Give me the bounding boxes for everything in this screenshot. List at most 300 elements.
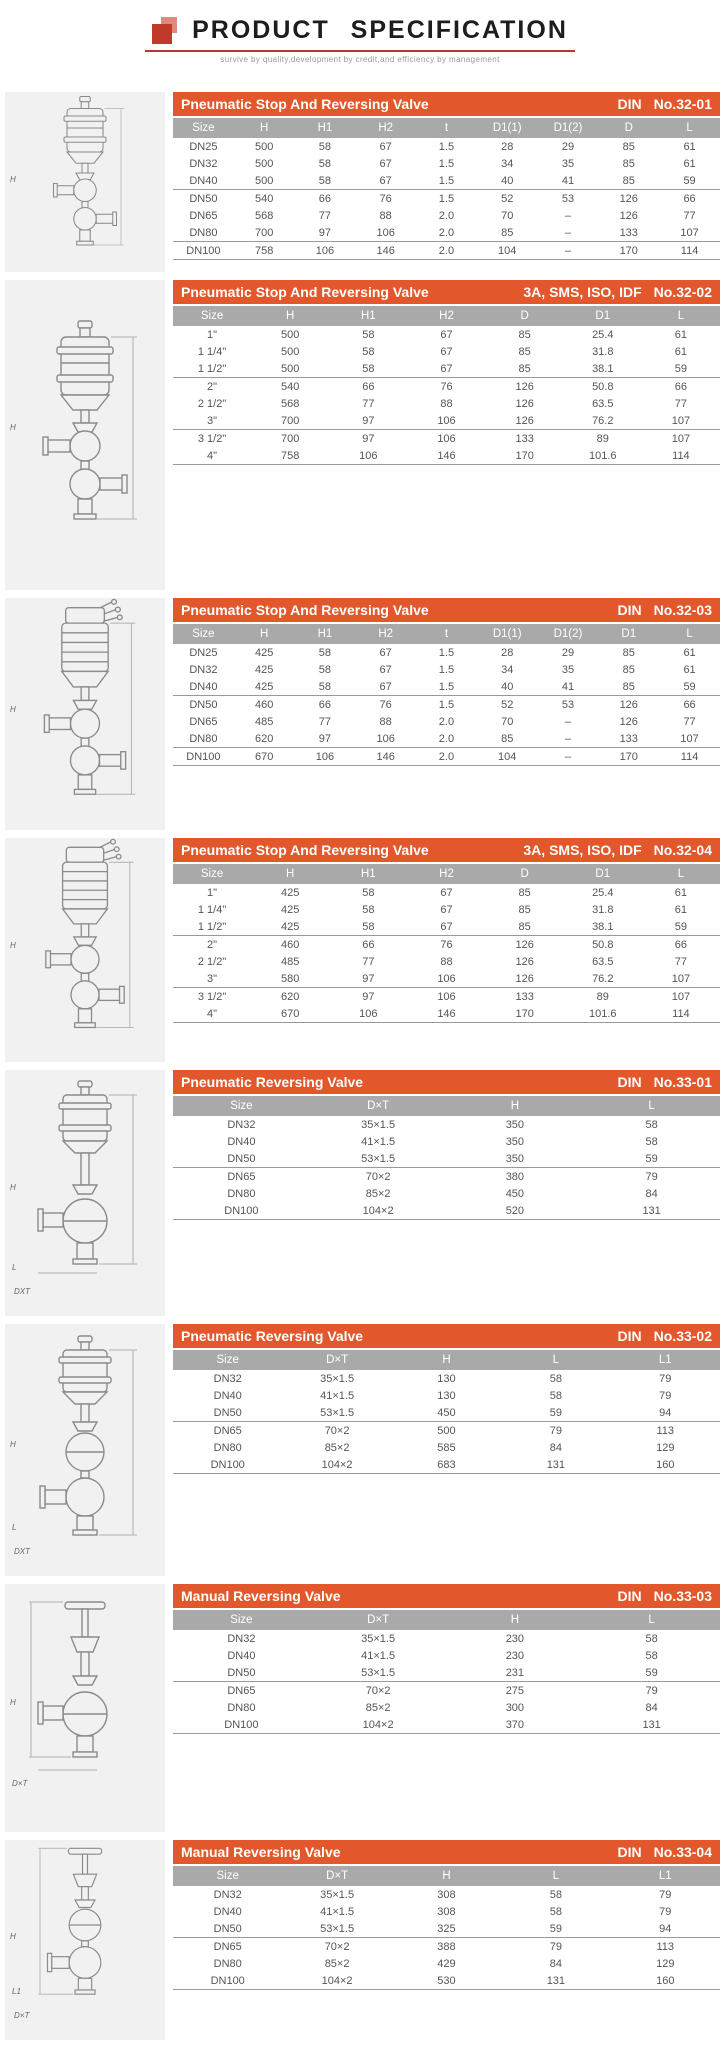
value-cell: 107 bbox=[642, 970, 720, 988]
table-row bbox=[173, 207, 720, 224]
size-cell: DN40 bbox=[227, 1135, 256, 1148]
value-cell: 126 bbox=[515, 397, 534, 410]
value-cell: 79 bbox=[645, 1684, 658, 1697]
spec-table bbox=[173, 118, 720, 260]
table-row bbox=[173, 661, 720, 678]
table-title: Pneumatic Reversing Valve bbox=[181, 1073, 364, 1090]
value-cell: 160 bbox=[611, 1972, 720, 1990]
size-cell: DN80 bbox=[173, 224, 234, 242]
dimension-label: L1 bbox=[12, 1987, 21, 1996]
standard-code: No.32-04 bbox=[653, 841, 712, 858]
table-row bbox=[173, 678, 720, 696]
column-header: H bbox=[251, 306, 329, 326]
size-cell: DN32 bbox=[213, 1372, 242, 1385]
table-title: Pneumatic Stop And Reversing Valve bbox=[181, 841, 429, 858]
dimension-label: H bbox=[10, 174, 16, 184]
value-cell: 58 bbox=[362, 886, 375, 899]
value-cell: 114 bbox=[642, 447, 720, 465]
size-cell: DN50 bbox=[173, 1664, 310, 1682]
size-cell: DN40 bbox=[173, 172, 234, 190]
value-cell: 85 bbox=[518, 886, 531, 899]
column-header: Size bbox=[173, 306, 251, 326]
value-cell: 85 bbox=[518, 328, 531, 341]
column-header: H1 bbox=[329, 306, 407, 326]
table-row bbox=[173, 1387, 720, 1404]
value-cell: 2.0 bbox=[416, 242, 477, 260]
value-cell: 88 bbox=[440, 397, 453, 410]
standard-group bbox=[618, 1074, 712, 1090]
value-cell: 85 bbox=[518, 345, 531, 358]
spec-section bbox=[5, 838, 720, 1062]
spec-table bbox=[173, 864, 720, 1023]
value-cell: 77 bbox=[362, 955, 375, 968]
column-header: L bbox=[659, 118, 720, 138]
standard-group bbox=[523, 842, 712, 858]
column-header: Size bbox=[173, 118, 234, 138]
standard-label: DIN bbox=[617, 1587, 642, 1604]
value-cell: 126 bbox=[486, 412, 564, 430]
value-cell: 146 bbox=[407, 447, 485, 465]
value-cell: 106 bbox=[407, 970, 485, 988]
value-cell: 85×2 bbox=[365, 1187, 391, 1200]
spec-section bbox=[5, 1324, 720, 1576]
standard-code: No.33-01 bbox=[653, 1073, 712, 1090]
size-cell: 1" bbox=[207, 886, 218, 899]
pneumatic-stop-valve-icon bbox=[5, 280, 165, 590]
table-title: Pneumatic Reversing Valve bbox=[181, 1327, 364, 1344]
column-header: H1 bbox=[295, 624, 356, 644]
value-cell: 67 bbox=[440, 886, 453, 899]
value-cell: 38.1 bbox=[564, 918, 642, 936]
value-cell: 97 bbox=[329, 412, 407, 430]
value-cell: 485 bbox=[281, 955, 300, 968]
value-cell: 170 bbox=[486, 447, 564, 465]
standard-group bbox=[618, 1844, 712, 1860]
table-row bbox=[173, 1185, 720, 1202]
value-cell: 61 bbox=[683, 646, 696, 659]
table-title-bar bbox=[173, 280, 720, 304]
size-cell: 1 1/4" bbox=[197, 903, 227, 916]
column-header: L bbox=[583, 1610, 720, 1630]
table-row bbox=[173, 730, 720, 748]
standard-code: No.33-04 bbox=[653, 1843, 712, 1860]
value-cell: 425 bbox=[254, 646, 274, 659]
spec-section bbox=[5, 1070, 720, 1316]
column-header: D×T bbox=[282, 1866, 391, 1886]
size-cell: 4" bbox=[173, 1005, 251, 1023]
standard-group bbox=[618, 96, 712, 112]
manual-reversing-valve-icon bbox=[5, 1584, 165, 1832]
value-cell: 41 bbox=[538, 678, 599, 696]
value-cell: 76 bbox=[440, 938, 453, 951]
table-row bbox=[173, 1920, 720, 1938]
size-cell: DN80 bbox=[213, 1957, 242, 1970]
table-row bbox=[173, 1903, 720, 1920]
brand-squares-icon bbox=[152, 17, 182, 45]
size-cell: DN32 bbox=[189, 663, 218, 676]
column-header: H bbox=[234, 118, 295, 138]
value-cell: 114 bbox=[642, 1005, 720, 1023]
value-cell: 53×1.5 bbox=[282, 1920, 391, 1938]
size-cell: DN100 bbox=[173, 242, 234, 260]
value-cell: 89 bbox=[596, 990, 609, 1003]
value-cell: 85 bbox=[477, 224, 538, 242]
value-cell: 308 bbox=[437, 1888, 456, 1901]
pneumatic-stop-valve-ribbed-icon bbox=[5, 838, 165, 1062]
dimension-label: H bbox=[10, 704, 16, 714]
table-title-bar bbox=[173, 92, 720, 116]
value-cell: 85 bbox=[622, 140, 635, 153]
value-cell: 66 bbox=[318, 192, 332, 205]
column-header: t bbox=[416, 624, 477, 644]
valve-drawing-panel bbox=[5, 280, 165, 590]
value-cell: 63.5 bbox=[592, 955, 614, 968]
value-cell: 35 bbox=[561, 663, 575, 676]
table-title-bar bbox=[173, 838, 720, 862]
value-cell: 85×2 bbox=[365, 1701, 391, 1714]
value-cell: 131 bbox=[583, 1202, 720, 1220]
pneumatic-stop-valve-ribbed-icon bbox=[5, 598, 165, 830]
spec-table bbox=[173, 624, 720, 766]
table-row bbox=[173, 1370, 720, 1387]
value-cell: 94 bbox=[611, 1404, 720, 1422]
value-cell: 84 bbox=[645, 1701, 658, 1714]
size-cell: DN100 bbox=[173, 1716, 310, 1734]
value-cell: 700 bbox=[251, 412, 329, 430]
value-cell: 85 bbox=[622, 646, 635, 659]
value-cell: 79 bbox=[659, 1888, 672, 1901]
value-cell: 231 bbox=[447, 1664, 584, 1682]
value-cell: 700 bbox=[234, 224, 295, 242]
value-cell: 58 bbox=[318, 157, 332, 170]
value-cell: 425 bbox=[234, 678, 295, 696]
value-cell: 76 bbox=[440, 380, 453, 393]
header-row bbox=[173, 1866, 720, 1886]
value-cell: 388 bbox=[437, 1940, 456, 1953]
value-cell: 84 bbox=[549, 1957, 562, 1970]
standard-label: DIN bbox=[617, 95, 642, 112]
table-title-bar bbox=[173, 1324, 720, 1348]
value-cell: 53 bbox=[561, 192, 575, 205]
manual-reversing-valve-double-icon bbox=[5, 1840, 165, 2040]
column-header: H2 bbox=[407, 306, 485, 326]
value-cell: 58 bbox=[645, 1632, 658, 1645]
spec-sections bbox=[0, 90, 720, 2040]
value-cell: 106 bbox=[329, 447, 407, 465]
value-cell: 50.8 bbox=[592, 380, 614, 393]
table-row bbox=[173, 696, 720, 714]
value-cell: 67 bbox=[379, 663, 392, 676]
size-cell: DN65 bbox=[227, 1684, 256, 1697]
value-cell: 425 bbox=[281, 886, 300, 899]
value-cell: 500 bbox=[281, 328, 300, 341]
value-cell: 31.8 bbox=[592, 903, 614, 916]
value-cell: 41 bbox=[538, 172, 599, 190]
value-cell: 59 bbox=[659, 678, 720, 696]
value-cell: 88 bbox=[379, 715, 392, 728]
value-cell: 58 bbox=[362, 328, 375, 341]
value-cell: 79 bbox=[659, 1389, 672, 1402]
column-header: Size bbox=[173, 624, 234, 644]
value-cell: 35×1.5 bbox=[361, 1632, 396, 1645]
size-cell: DN32 bbox=[227, 1118, 256, 1131]
value-cell: 380 bbox=[505, 1170, 525, 1183]
value-cell: 126 bbox=[619, 209, 638, 222]
value-cell: 97 bbox=[329, 970, 407, 988]
value-cell: 130 bbox=[437, 1372, 456, 1385]
page-title: PRODUCT SPECIFICATION bbox=[192, 16, 568, 44]
column-header: L bbox=[659, 624, 720, 644]
value-cell: 67 bbox=[440, 345, 453, 358]
column-header: L bbox=[642, 306, 720, 326]
value-cell: 85 bbox=[598, 172, 659, 190]
table-row bbox=[173, 1630, 720, 1647]
table-row bbox=[173, 395, 720, 412]
table-row bbox=[173, 360, 720, 378]
value-cell: 94 bbox=[611, 1920, 720, 1938]
dimension-label: L bbox=[12, 1263, 17, 1272]
value-cell: 67 bbox=[379, 646, 392, 659]
value-cell: 146 bbox=[355, 748, 416, 766]
value-cell: 107 bbox=[642, 412, 720, 430]
value-cell: 114 bbox=[659, 242, 720, 260]
value-cell: 230 bbox=[505, 1632, 525, 1645]
value-cell: 1.5 bbox=[438, 698, 455, 711]
value-cell: 129 bbox=[656, 1957, 675, 1970]
value-cell: 1.5 bbox=[416, 172, 477, 190]
column-header: D×T bbox=[310, 1096, 447, 1116]
size-cell: DN80 bbox=[213, 1441, 242, 1454]
value-cell: – bbox=[538, 242, 599, 260]
table-row bbox=[173, 224, 720, 242]
value-cell: 76 bbox=[379, 192, 392, 205]
column-header: L bbox=[501, 1350, 610, 1370]
value-cell: 25.4 bbox=[592, 328, 614, 341]
value-cell: 61 bbox=[683, 157, 696, 170]
standard-code: No.33-02 bbox=[653, 1327, 712, 1344]
size-cell: DN100 bbox=[173, 1972, 282, 1990]
table-row bbox=[173, 918, 720, 936]
value-cell: 107 bbox=[671, 432, 691, 445]
size-cell: DN50 bbox=[173, 1920, 282, 1938]
value-cell: 2.0 bbox=[416, 730, 477, 748]
valve-drawing-panel bbox=[5, 92, 165, 272]
value-cell: 450 bbox=[392, 1404, 501, 1422]
table-row bbox=[173, 1005, 720, 1023]
valve-drawing-panel bbox=[5, 838, 165, 1062]
value-cell: 53 bbox=[561, 698, 575, 711]
column-header: H1 bbox=[295, 118, 356, 138]
value-cell: 77 bbox=[362, 397, 375, 410]
value-cell: 59 bbox=[659, 172, 720, 190]
column-header: D×T bbox=[282, 1350, 391, 1370]
value-cell: 66 bbox=[362, 380, 375, 393]
value-cell: 106 bbox=[295, 748, 356, 766]
value-cell: 77 bbox=[674, 955, 688, 968]
value-cell: 131 bbox=[583, 1716, 720, 1734]
value-cell: 58 bbox=[329, 918, 407, 936]
table-row bbox=[173, 1886, 720, 1903]
value-cell: 126 bbox=[515, 380, 534, 393]
size-cell: DN32 bbox=[227, 1632, 256, 1645]
dimension-label: H bbox=[10, 1698, 16, 1708]
dimension-label: H bbox=[10, 1439, 16, 1449]
value-cell: 530 bbox=[392, 1972, 501, 1990]
table-row bbox=[173, 1682, 720, 1700]
value-cell: 485 bbox=[254, 715, 274, 728]
size-cell: 4" bbox=[173, 447, 251, 465]
dimension-label: DXT bbox=[14, 1547, 30, 1556]
table-row bbox=[173, 190, 720, 208]
value-cell: 70×2 bbox=[324, 1940, 350, 1953]
column-header: L1 bbox=[611, 1350, 720, 1370]
table-row bbox=[173, 378, 720, 396]
value-cell: 67 bbox=[407, 918, 485, 936]
dimension-label: H bbox=[10, 1932, 16, 1941]
value-cell: 500 bbox=[254, 157, 274, 170]
value-cell: 66 bbox=[683, 698, 696, 711]
size-cell: DN40 bbox=[213, 1389, 242, 1402]
value-cell: 2.0 bbox=[416, 748, 477, 766]
value-cell: 500 bbox=[251, 360, 329, 378]
value-cell: 88 bbox=[440, 955, 453, 968]
value-cell: 85 bbox=[518, 903, 531, 916]
spec-section bbox=[5, 598, 720, 830]
spec-content bbox=[173, 280, 720, 590]
value-cell: 1.5 bbox=[438, 663, 455, 676]
value-cell: 104 bbox=[477, 748, 538, 766]
size-cell: DN65 bbox=[189, 715, 218, 728]
value-cell: 31.8 bbox=[592, 345, 614, 358]
value-cell: 500 bbox=[437, 1424, 456, 1437]
spec-section bbox=[5, 1584, 720, 1832]
value-cell: 97 bbox=[362, 990, 375, 1003]
size-cell: DN40 bbox=[227, 1649, 256, 1662]
logo-row bbox=[0, 16, 720, 45]
table-row bbox=[173, 936, 720, 954]
value-cell: 84 bbox=[645, 1187, 658, 1200]
size-cell: DN100 bbox=[173, 748, 234, 766]
table-title: Pneumatic Stop And Reversing Valve bbox=[181, 601, 429, 618]
column-header: Size bbox=[173, 864, 251, 884]
table-row bbox=[173, 1422, 720, 1440]
table-row bbox=[173, 1972, 720, 1990]
value-cell: 41×1.5 bbox=[320, 1905, 355, 1918]
table-row bbox=[173, 430, 720, 448]
value-cell: 29 bbox=[561, 140, 575, 153]
value-cell: 520 bbox=[447, 1202, 584, 1220]
value-cell: 58 bbox=[549, 1905, 562, 1918]
column-header: H bbox=[251, 864, 329, 884]
value-cell: 70×2 bbox=[324, 1424, 350, 1437]
size-cell: 3" bbox=[173, 412, 251, 430]
value-cell: 67 bbox=[355, 678, 416, 696]
value-cell: 76 bbox=[379, 698, 392, 711]
header-row bbox=[173, 306, 720, 326]
value-cell: 106 bbox=[437, 990, 456, 1003]
value-cell: 58 bbox=[295, 172, 356, 190]
value-cell: 77 bbox=[683, 209, 696, 222]
spec-table bbox=[173, 1096, 720, 1220]
table-row bbox=[173, 138, 720, 155]
standard-label: 3A, SMS, ISO, IDF bbox=[523, 283, 642, 300]
pneumatic-reversing-valve-double-icon bbox=[5, 1324, 165, 1576]
value-cell: 133 bbox=[598, 730, 659, 748]
value-cell: 63.5 bbox=[592, 397, 614, 410]
value-cell: 107 bbox=[659, 224, 720, 242]
column-header: D1(2) bbox=[538, 118, 599, 138]
value-cell: 40 bbox=[477, 172, 538, 190]
value-cell: 429 bbox=[437, 1957, 456, 1970]
size-cell: DN40 bbox=[213, 1905, 242, 1918]
spec-content bbox=[173, 1840, 720, 2040]
size-cell: 2 1/2" bbox=[197, 955, 227, 968]
value-cell: 133 bbox=[515, 432, 534, 445]
table-row bbox=[173, 1647, 720, 1664]
value-cell: 568 bbox=[281, 397, 300, 410]
value-cell: 131 bbox=[501, 1456, 610, 1474]
value-cell: – bbox=[538, 730, 599, 748]
value-cell: 58 bbox=[318, 663, 332, 676]
value-cell: 133 bbox=[598, 224, 659, 242]
value-cell: 500 bbox=[281, 345, 300, 358]
value-cell: 113 bbox=[656, 1940, 675, 1953]
table-row bbox=[173, 1150, 720, 1168]
header-rule bbox=[145, 50, 575, 52]
value-cell: 70 bbox=[501, 209, 514, 222]
value-cell: 230 bbox=[505, 1649, 525, 1662]
size-cell: 1 1/2" bbox=[173, 918, 251, 936]
value-cell: 53×1.5 bbox=[282, 1404, 391, 1422]
column-header: H2 bbox=[355, 624, 416, 644]
table-row bbox=[173, 1664, 720, 1682]
value-cell: 85×2 bbox=[324, 1441, 350, 1454]
value-cell: 2.0 bbox=[438, 715, 455, 728]
value-cell: 425 bbox=[251, 918, 329, 936]
pneumatic-stop-valve-icon bbox=[5, 92, 165, 272]
spec-content bbox=[173, 92, 720, 272]
table-row bbox=[173, 1168, 720, 1186]
column-header: L bbox=[642, 864, 720, 884]
value-cell: – bbox=[538, 748, 599, 766]
value-cell: 67 bbox=[379, 157, 392, 170]
value-cell: 79 bbox=[549, 1940, 562, 1953]
value-cell: 97 bbox=[362, 432, 375, 445]
standard-code: No.32-03 bbox=[653, 601, 712, 618]
value-cell: 58 bbox=[645, 1118, 658, 1131]
table-row bbox=[173, 242, 720, 260]
spec-table bbox=[173, 1866, 720, 1990]
value-cell: 59 bbox=[642, 918, 720, 936]
value-cell: 160 bbox=[611, 1456, 720, 1474]
standard-group bbox=[618, 1588, 712, 1604]
value-cell: 700 bbox=[281, 432, 300, 445]
value-cell: 34 bbox=[501, 663, 514, 676]
table-row bbox=[173, 1404, 720, 1422]
spec-table bbox=[173, 1350, 720, 1474]
value-cell: 104×2 bbox=[310, 1202, 447, 1220]
value-cell: 79 bbox=[549, 1424, 562, 1437]
column-header: D1(1) bbox=[477, 624, 538, 644]
column-header: D bbox=[598, 118, 659, 138]
size-cell: DN80 bbox=[227, 1187, 256, 1200]
size-cell: DN32 bbox=[189, 157, 218, 170]
table-title-bar bbox=[173, 1840, 720, 1864]
value-cell: 130 bbox=[437, 1389, 456, 1402]
standard-group bbox=[618, 602, 712, 618]
header-row bbox=[173, 624, 720, 644]
value-cell: 1.5 bbox=[438, 140, 455, 153]
